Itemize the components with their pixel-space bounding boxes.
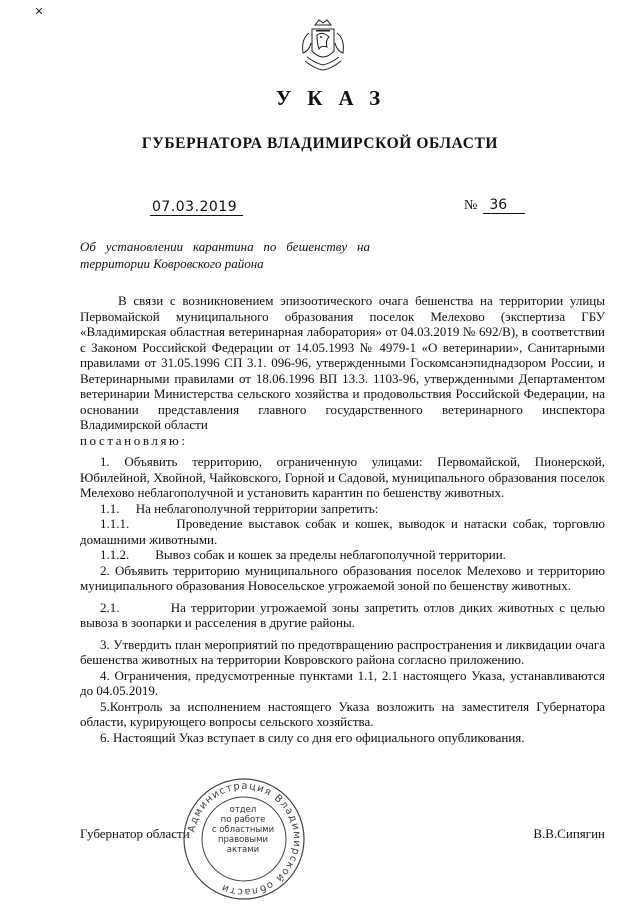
item-5: 5.Контроль за исполнением настоящего Указа возложить на заместителя Губернатора области, курирующего вопросы сельского хозяйства.	[80, 698, 605, 729]
stamp-line: актами	[226, 845, 260, 855]
item-2-1: 2.1. На территории угрожаемой зоны запретить отлов диких животных с целью вывоза в зоопарки и расселения в другие районы.	[80, 599, 609, 630]
stamp-line: правовыми	[217, 835, 269, 845]
document-date: 07.03.2019	[150, 199, 243, 216]
document-title: УКАЗ	[275, 86, 397, 110]
signatory-name: В.В.Сипягин	[533, 826, 605, 841]
stamp-inner-text	[195, 805, 291, 855]
item-1-1-2: 1.1.2. Вывоз собак и кошек за пределы неблагополучной территории.	[100, 547, 506, 562]
coat-of-arms-icon	[295, 17, 351, 73]
decree-word: постановляю:	[80, 432, 188, 448]
document-number	[464, 197, 525, 214]
stamp-ring-text: Администрация Владимирской области	[186, 780, 303, 898]
item-1: 1. Объявить территорию, ограниченную улицами: Первомайской, Пионерской, Юбилейной, Хвойной, Чайковского, Горной и Садовой, муниципального образования поселок Мелехово неблагополучной и установить карантин по бешенству животных.	[80, 454, 605, 500]
document-body	[80, 293, 609, 745]
item-2: 2. Объявить территорию муниципального образования поселок Мелехово и территорию муниципального образования Новосельское угрожаемой зоной по бешенству животных.	[80, 562, 605, 593]
item-3: 3. Утвердить план мероприятий по предотвращению распространения и ликвидации очага бешенства животных на территории Ковровского района согласно приложению.	[80, 636, 605, 667]
item-4: 4. Ограничения, предусмотренные пунктами 1.1, 2.1 настоящего Указа, устанавливаются до 04.05.2019.	[80, 667, 605, 698]
document-subtitle: ГУБЕРНАТОРА ВЛАДИМИРСКОЙ ОБЛАСТИ	[141, 135, 499, 152]
item-6: 6. Настоящий Указ вступает в силу со дня его официального опубликования.	[100, 729, 525, 745]
document-subject	[80, 238, 370, 272]
subject-line: территории Ковровского района	[80, 256, 264, 271]
corner-mark-icon	[36, 8, 42, 14]
stamp-line: с областными	[211, 825, 275, 835]
signatory-position: Губернатор области	[80, 826, 190, 841]
signature-block	[80, 826, 605, 844]
item-1-1-1: 1.1.1. Проведение выставок собак и кошек, выводок и натаски собак, торговлю домашними животными.	[80, 516, 609, 547]
stamp-line: по работе	[220, 815, 266, 825]
stamp-line: отдел	[229, 805, 257, 815]
preamble-paragraph: В связи с возникновением эпизоотического очага бешенства на территории улицы Первомайской муниципального образования поселок Мелехово (экспертиза ГБУ «Владимирская областная ветеринарная лаборатория» от 04.03.2019 № 692/В), в соответствии с Законом Российской Федерации от 14.05.1993 № 4979-1 «О ветеринарии», Санитарными правилами от 31.05.1996 СП 3.1. 096-96, утвержденными Госкомсанэпиднадзором России, и Ветеринарными правилами от 18.06.1996 ВП 13.3. 1103-96, утвержденными Департаментом ветеринарии Министерства сельского хозяйства и продовольствия Российской Федерации, на основании представления главного государственного ветеринарного инспектора Владимирской области	[80, 293, 605, 432]
number-prefix: №	[464, 198, 478, 213]
number-value: 36	[483, 197, 525, 214]
item-1-1: 1.1. На неблагополучной территории запретить:	[100, 500, 379, 516]
subject-line: Об установлении карантина по бешенству на	[80, 239, 370, 254]
